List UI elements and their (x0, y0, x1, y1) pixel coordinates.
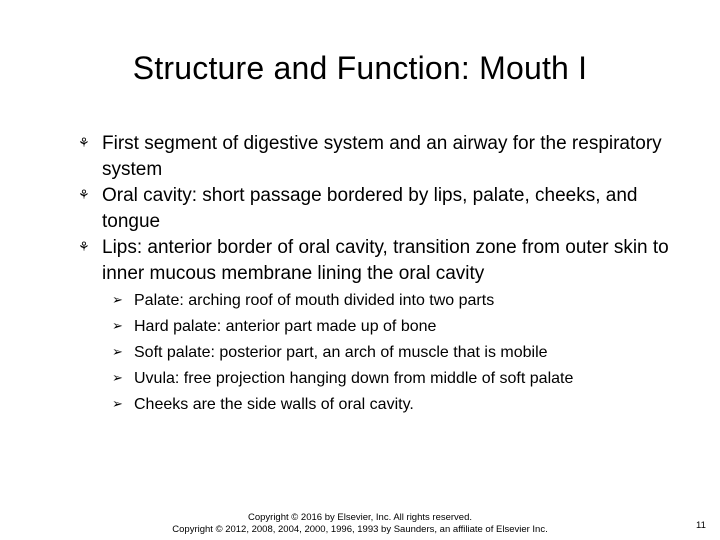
copyright-line: Copyright © 2016 by Elsevier, Inc. All rights reserved. (247, 512, 473, 523)
bullet-item (78, 131, 690, 183)
sub-bullet-item (112, 366, 672, 392)
sub-bullet-text: Hard palate: anterior part made up of bone (134, 318, 437, 335)
slide-title: Structure and Function: Mouth I (132, 50, 588, 86)
sub-bullet-text: Cheeks are the side walls of oral cavity. (134, 396, 414, 413)
bullet-marker-icon: ⚘ (78, 188, 90, 203)
bullet-text: Oral cavity: short passage bordered by lips, palate, cheeks, and tongue (102, 185, 638, 232)
arrow-bullet-icon: ➢ (112, 371, 123, 386)
sub-bullet-text: Palate: arching roof of mouth divided into two parts (134, 292, 495, 309)
copyright-footer (150, 512, 570, 536)
sub-bullet-item (112, 392, 672, 418)
arrow-bullet-icon: ➢ (112, 319, 123, 334)
sub-bullet-list (112, 288, 672, 418)
arrow-bullet-icon: ➢ (112, 345, 123, 360)
sub-bullet-item (112, 288, 672, 314)
bullet-marker-icon: ⚘ (78, 136, 90, 151)
bullet-item (78, 183, 690, 235)
sub-bullet-item (112, 340, 672, 366)
bullet-text: First segment of digestive system and an airway for the respiratory system (102, 133, 662, 180)
arrow-bullet-icon: ➢ (112, 397, 123, 412)
bullet-list (78, 131, 690, 287)
sub-bullet-text: Soft palate: posterior part, an arch of muscle that is mobile (134, 344, 548, 361)
page-number: 11 (696, 520, 706, 531)
copyright-line: Copyright © 2012, 2008, 2004, 2000, 1996, 1993 by Saunders, an affiliate of Elsevier Inc. (172, 524, 548, 535)
sub-bullet-item (112, 314, 672, 340)
sub-bullet-text: Uvula: free projection hanging down from middle of soft palate (134, 370, 574, 387)
bullet-item (78, 235, 690, 287)
bullet-text: Lips: anterior border of oral cavity, transition zone from outer skin to inner mucous membrane lining the oral cavity (102, 237, 669, 284)
arrow-bullet-icon: ➢ (112, 293, 123, 308)
bullet-marker-icon: ⚘ (78, 240, 90, 255)
